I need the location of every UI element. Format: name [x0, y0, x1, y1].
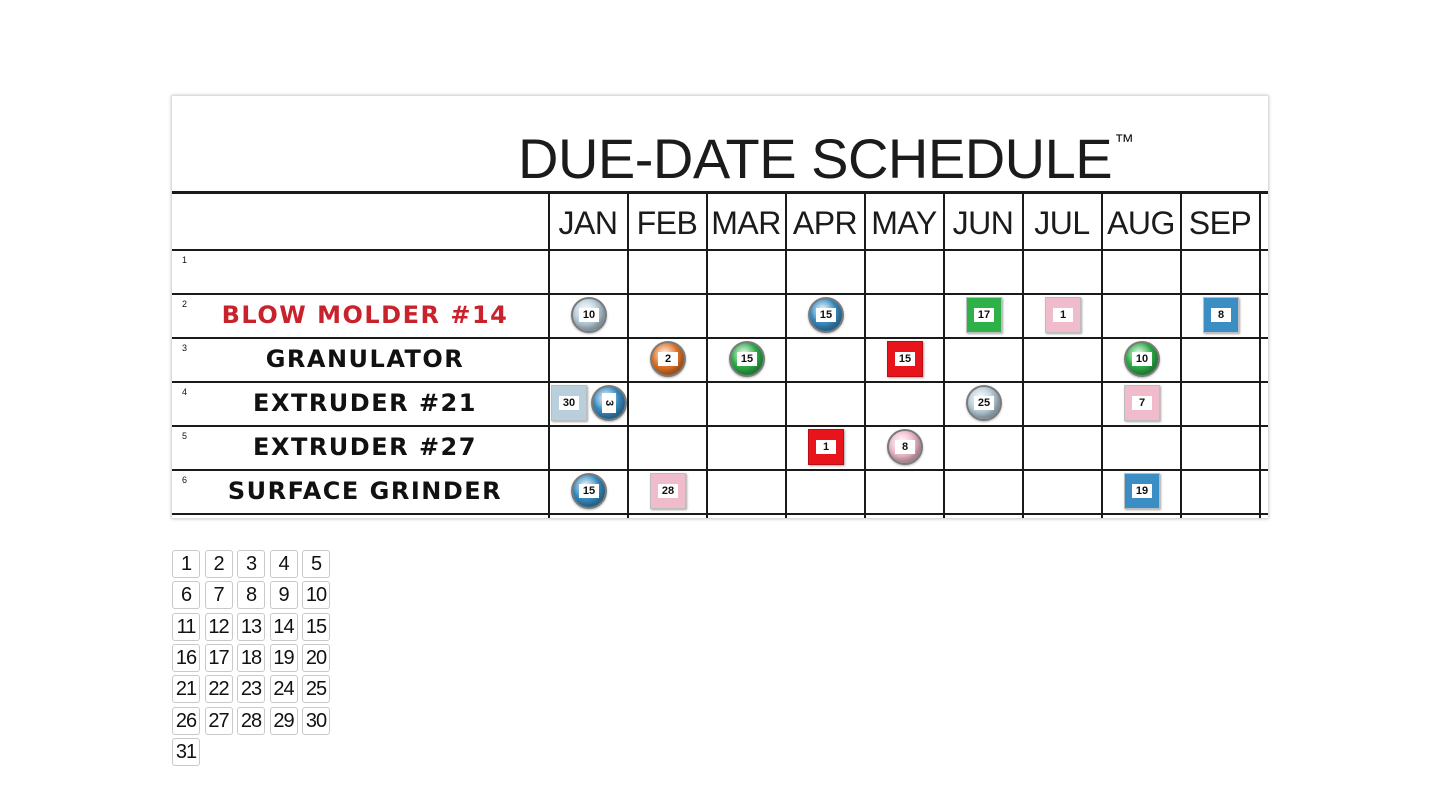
marker-date: 15 [895, 352, 915, 366]
due-date-marker-square[interactable] [966, 297, 1002, 333]
trademark-symbol: ™ [1114, 131, 1134, 153]
due-date-marker-square[interactable] [1045, 297, 1081, 333]
row-label: EXTRUDER #21 [253, 389, 477, 417]
date-tile-19[interactable]: 19 [270, 644, 298, 672]
month-header-jul: JUL [1034, 205, 1090, 241]
date-tile-17[interactable]: 17 [205, 644, 233, 672]
due-date-marker-circle[interactable] [1124, 341, 1160, 377]
marker-date: 30 [559, 396, 579, 410]
date-tile-29[interactable]: 29 [270, 707, 298, 735]
marker-date: 17 [974, 308, 994, 322]
month-header-feb: FEB [636, 205, 698, 241]
date-tile-16[interactable]: 16 [172, 644, 200, 672]
marker-date: 1 [816, 440, 836, 454]
month-header-mar: MAR [711, 205, 781, 241]
due-date-marker-circle[interactable] [650, 341, 686, 377]
marker-date: 10 [579, 308, 599, 322]
month-header-may: MAY [871, 205, 937, 241]
marker-date: 15 [737, 352, 757, 366]
date-tile-15[interactable]: 15 [302, 613, 330, 641]
date-tile-12[interactable]: 12 [205, 613, 233, 641]
marker-date: 1 [1053, 308, 1073, 322]
date-tile-9[interactable]: 9 [270, 581, 298, 609]
due-date-marker-circle[interactable] [591, 385, 627, 421]
due-date-marker-circle[interactable] [966, 385, 1002, 421]
row-label: SURFACE GRINDER [227, 477, 503, 505]
date-tile-26[interactable]: 26 [172, 707, 200, 735]
date-tile-25[interactable]: 25 [302, 675, 330, 703]
marker-date: 19 [1132, 484, 1152, 498]
marker-date: 15 [816, 308, 836, 322]
date-tile-24[interactable]: 24 [270, 675, 298, 703]
date-tile-27[interactable]: 27 [205, 707, 233, 735]
date-tile-20[interactable]: 20 [302, 644, 330, 672]
row-label: GRANULATOR [265, 345, 465, 373]
date-tile-5[interactable]: 5 [302, 550, 330, 578]
due-date-marker-square[interactable] [1124, 473, 1160, 509]
row-number: 5 [182, 431, 188, 441]
marker-date: 28 [658, 484, 678, 498]
grid-vline [1259, 194, 1261, 518]
date-tile-4[interactable]: 4 [270, 550, 298, 578]
due-date-marker-square[interactable] [551, 385, 587, 421]
date-tile-14[interactable]: 14 [270, 613, 298, 641]
board-title [518, 110, 1134, 191]
row-number: 1 [182, 255, 188, 265]
month-header-jun: JUN [952, 205, 1014, 241]
marker-date: 15 [579, 484, 599, 498]
date-tile-1[interactable]: 1 [172, 550, 200, 578]
due-date-marker-square[interactable] [808, 429, 844, 465]
grid-hline [172, 513, 1268, 515]
grid-hline [172, 191, 1268, 194]
marker-date: 7 [1132, 396, 1152, 410]
board-title-text: DUE-DATE SCHEDULE [518, 127, 1113, 190]
row-label: EXTRUDER #27 [253, 433, 477, 461]
date-tile-6[interactable]: 6 [172, 581, 200, 609]
marker-date: 2 [658, 352, 678, 366]
month-header-jan: JAN [558, 205, 618, 241]
date-tile-22[interactable]: 22 [205, 675, 233, 703]
date-tile-28[interactable]: 28 [237, 707, 265, 735]
due-date-marker-square[interactable] [1124, 385, 1160, 421]
date-tile-31[interactable]: 31 [172, 738, 200, 766]
grid-hline [172, 249, 1268, 251]
marker-date: 3 [602, 393, 616, 413]
due-date-marker-circle[interactable] [571, 297, 607, 333]
due-date-marker-square[interactable] [887, 341, 923, 377]
row-label: BLOW MOLDER #14 [221, 301, 509, 329]
date-tile-3[interactable]: 3 [237, 550, 265, 578]
date-tile-13[interactable]: 13 [237, 613, 265, 641]
due-date-marker-circle[interactable] [729, 341, 765, 377]
marker-date: 10 [1132, 352, 1152, 366]
row-number: 3 [182, 343, 188, 353]
due-date-marker-square[interactable] [1203, 297, 1239, 333]
month-header-apr: APR [792, 205, 858, 241]
row-number: 6 [182, 475, 188, 485]
marker-date: 8 [1211, 308, 1231, 322]
month-header-aug: AUG [1107, 205, 1175, 241]
row-number: 2 [182, 299, 188, 309]
date-tile-7[interactable]: 7 [205, 581, 233, 609]
date-tile-8[interactable]: 8 [237, 581, 265, 609]
date-tile-10[interactable]: 10 [302, 581, 330, 609]
due-date-marker-circle[interactable] [571, 473, 607, 509]
marker-date: 8 [895, 440, 915, 454]
due-date-marker-circle[interactable] [887, 429, 923, 465]
date-tile-30[interactable]: 30 [302, 707, 330, 735]
due-date-marker-circle[interactable] [808, 297, 844, 333]
schedule-board [172, 96, 1268, 518]
row-number: 4 [182, 387, 188, 397]
month-header-sep: SEP [1188, 205, 1252, 241]
date-tile-2[interactable]: 2 [205, 550, 233, 578]
date-tile-11[interactable]: 11 [172, 613, 200, 641]
date-tile-23[interactable]: 23 [237, 675, 265, 703]
date-tile-18[interactable]: 18 [237, 644, 265, 672]
marker-date: 25 [974, 396, 994, 410]
due-date-marker-square[interactable] [650, 473, 686, 509]
date-tile-21[interactable]: 21 [172, 675, 200, 703]
